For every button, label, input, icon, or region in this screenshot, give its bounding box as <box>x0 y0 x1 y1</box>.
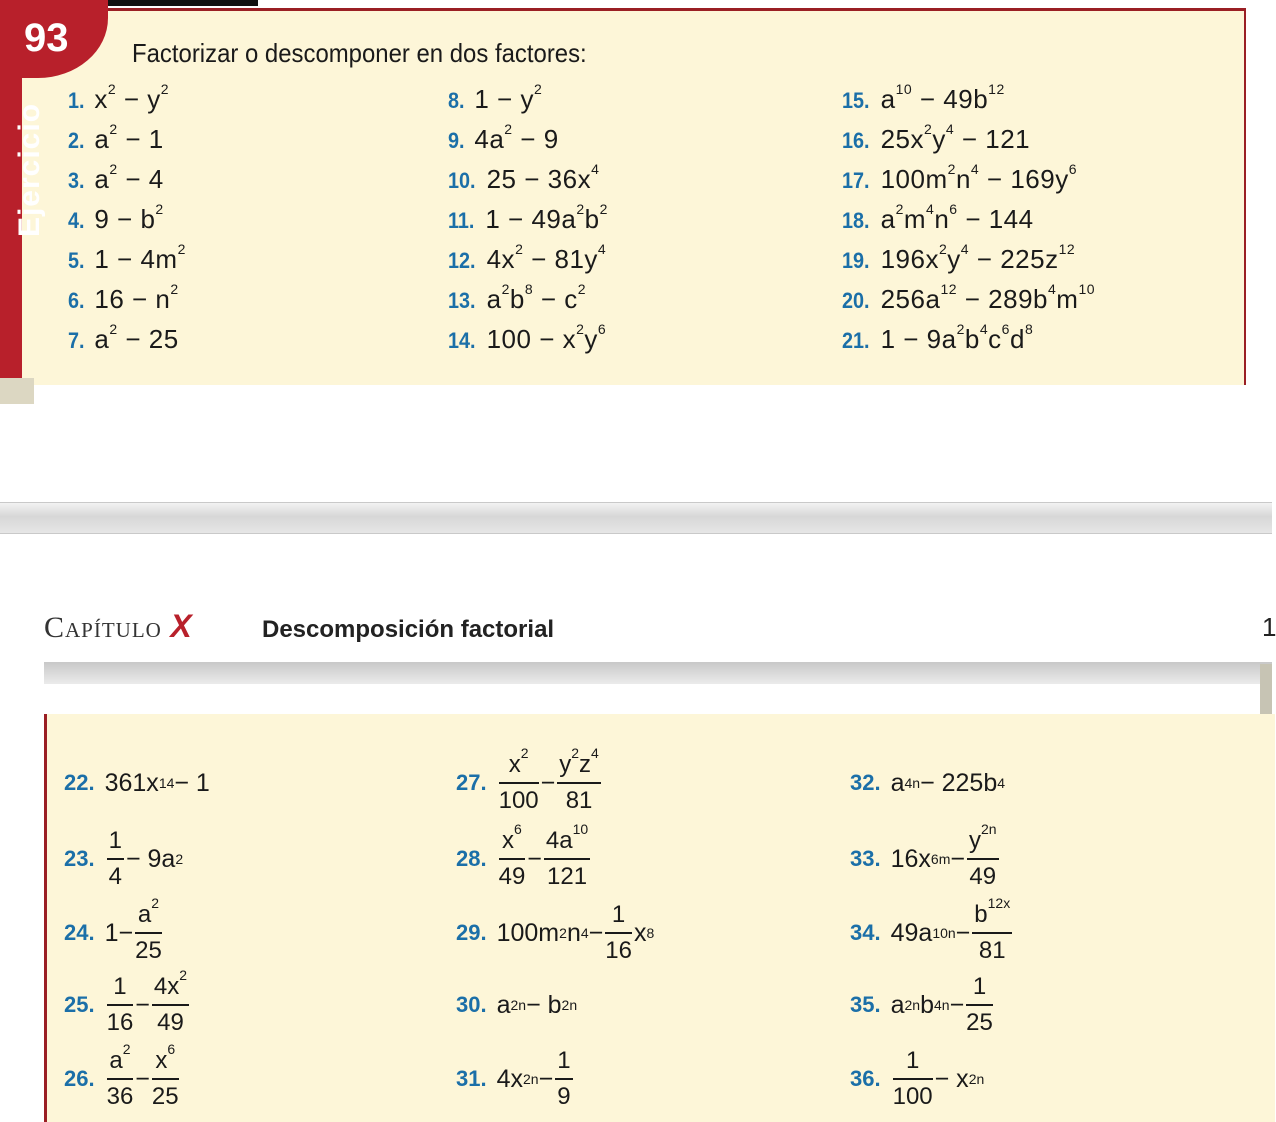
item-expression: 49a 10n − $\frac{b^{12x}}{81}$ <box>890 895 1011 964</box>
exercise-item <box>456 974 577 1036</box>
item-expression: $x^2 - y^2$ <box>94 81 170 114</box>
item-number: 16. <box>842 128 870 153</box>
exercise-number: 93 <box>24 16 69 60</box>
item-number: 26. <box>64 1066 95 1091</box>
item-expression: $a^2 - 1$ <box>94 121 164 154</box>
item-expression: $\frac{x^2}{100}$ − $\frac{y^2z^4}{81}$ <box>498 745 599 814</box>
item-expression: a 2n − b 2n <box>496 990 578 1019</box>
page-divider <box>0 502 1272 534</box>
exercise-item <box>842 241 1076 275</box>
item-number: 29. <box>456 920 487 945</box>
item-expression: $196x^2y^4 - 225z^{12}$ <box>880 241 1076 274</box>
exercise-item <box>448 201 608 235</box>
item-number: 25. <box>64 992 95 1017</box>
exercise-item <box>850 1048 984 1110</box>
item-expression: $\frac{1}{4}$ − 9a 2 <box>108 827 184 890</box>
item-number: 31. <box>456 1066 487 1091</box>
exercise-item <box>68 281 179 315</box>
item-expression: a 4n − 225b 4 <box>890 768 1006 797</box>
item-expression: $a^2 - 4$ <box>94 161 164 194</box>
item-expression: $\frac{1}{100}$ − x 2n <box>892 1047 985 1110</box>
exercise-item <box>448 161 600 195</box>
item-number: 5. <box>68 248 85 273</box>
exercise-item <box>68 201 164 235</box>
item-number: 17. <box>842 168 870 193</box>
exercise-item <box>68 121 164 155</box>
item-number: 8. <box>448 88 465 113</box>
item-expression: 1− $\frac{a^2}{25}$ <box>104 895 162 964</box>
item-number: 28. <box>456 846 487 871</box>
chapter-side-tab <box>1260 664 1272 716</box>
item-number: 36. <box>850 1066 881 1091</box>
item-expression: $1 - 49a^2b^2$ <box>485 201 608 234</box>
item-expression: $100 - x^2y^6$ <box>486 321 607 354</box>
item-expression: $4a^2 - 9$ <box>474 121 559 154</box>
exercise-item <box>456 745 603 814</box>
exercise-item <box>64 1041 181 1110</box>
item-number: 22. <box>64 770 95 795</box>
exercise-item <box>850 895 1014 964</box>
page-number: 1 <box>1262 612 1276 642</box>
side-tab-footer <box>0 378 34 404</box>
exercise-item <box>68 81 170 115</box>
item-expression: 100m 2 n 4 − $\frac{1}{16}$ x 8 <box>496 901 655 964</box>
item-expression: $a^2 - 25$ <box>94 321 179 354</box>
item-number: 18. <box>842 208 870 233</box>
item-number: 13. <box>448 288 476 313</box>
item-expression: $\frac{x^6}{49}$ − $\frac{4a^{10}}{121}$ <box>498 821 589 890</box>
exercise-item <box>64 828 183 890</box>
exercise-item <box>456 902 654 964</box>
item-expression: $1 - 9a^2b^4c^6d^8$ <box>880 321 1034 354</box>
item-number: 24. <box>64 920 95 945</box>
exercise-item <box>68 321 179 355</box>
item-expression: $a^2m^4n^6 - 144$ <box>880 201 1034 234</box>
exercise-instruction: Factorizar o descomponer en dos factores: <box>132 38 587 68</box>
item-number: 32. <box>850 770 881 795</box>
item-number: 21. <box>842 328 870 353</box>
item-expression: $a^2b^8 - c^2$ <box>486 281 587 314</box>
exercise-item <box>842 281 1096 315</box>
exercise-item <box>850 974 995 1036</box>
item-expression: $25 - 36x^4$ <box>486 161 600 194</box>
item-expression: $1 - 4m^2$ <box>94 241 186 274</box>
item-number: 15. <box>842 88 870 113</box>
item-number: 34. <box>850 920 881 945</box>
item-number: 23. <box>64 846 95 871</box>
exercise-item <box>448 241 607 275</box>
item-expression: $4x^2 - 81y^4$ <box>486 241 607 274</box>
item-number: 33. <box>850 846 881 871</box>
item-expression: 4x 2n − $\frac{1}{9}$ <box>496 1047 571 1110</box>
exercise-item <box>456 1048 575 1110</box>
item-number: 10. <box>448 168 476 193</box>
item-number: 3. <box>68 168 85 193</box>
chapter-header-band <box>44 662 1272 684</box>
exercise-item <box>850 821 1001 890</box>
exercise-item <box>842 121 1031 155</box>
item-number: 9. <box>448 128 465 153</box>
item-number: 2. <box>68 128 85 153</box>
item-expression: $9 - b^2$ <box>94 201 164 234</box>
item-number: 14. <box>448 328 476 353</box>
exercise-item <box>68 161 164 195</box>
item-expression: $100m^2n^4 - 169y^6$ <box>880 161 1078 194</box>
item-expression: $16 - n^2$ <box>94 281 179 314</box>
item-expression: $a^{10} - 49b^{12}$ <box>880 81 1005 114</box>
item-number: 4. <box>68 208 85 233</box>
item-number: 30. <box>456 992 487 1017</box>
chapter-title <box>44 608 193 645</box>
exercise-item <box>842 321 1034 355</box>
exercise-item <box>448 121 559 155</box>
exercise-item <box>448 321 607 355</box>
item-expression: $1 - y^2$ <box>474 81 543 114</box>
exercise-item <box>842 201 1034 235</box>
item-number: 27. <box>456 770 487 795</box>
item-expression: $\frac{a^2}{36}$ − $\frac{x^6}{25}$ <box>106 1041 179 1110</box>
item-number: 35. <box>850 992 881 1017</box>
item-expression: a 2n b 4n − $\frac{1}{25}$ <box>890 973 993 1036</box>
item-number: 12. <box>448 248 476 273</box>
item-number: 1. <box>68 88 85 113</box>
item-expression: $\frac{1}{16}$ − $\frac{4x^2}{49}$ <box>106 967 188 1036</box>
exercise-item <box>842 81 1005 115</box>
exercise-item <box>850 752 1005 814</box>
exercise-item <box>64 967 191 1036</box>
chapter-title-prefix: Capítulo <box>44 611 162 644</box>
item-expression: 16x 6m − $\frac{y^{2n}}{49}$ <box>890 821 997 890</box>
exercise-item <box>64 752 210 814</box>
item-expression: $25x^2y^4 - 121$ <box>880 121 1031 154</box>
item-number: 20. <box>842 288 870 313</box>
exercise-item <box>448 281 587 315</box>
item-expression: 361x 14 − 1 <box>104 768 210 797</box>
item-number: 7. <box>68 328 85 353</box>
exercise-item <box>64 895 164 964</box>
exercise-tab-label: Ejercicio <box>13 102 46 238</box>
chapter-roman-numeral: X <box>170 608 193 644</box>
exercise-item <box>448 81 543 115</box>
item-number: 11. <box>448 208 475 233</box>
exercise-box-continued <box>44 714 1275 1122</box>
item-expression: $256a^{12} - 289b^4m^{10}$ <box>880 281 1096 314</box>
item-number: 6. <box>68 288 85 313</box>
chapter-subtitle: Descomposición factorial <box>262 616 555 643</box>
exercise-item <box>68 241 186 275</box>
exercise-item <box>842 161 1078 195</box>
exercise-item <box>456 821 592 890</box>
item-number: 19. <box>842 248 870 273</box>
